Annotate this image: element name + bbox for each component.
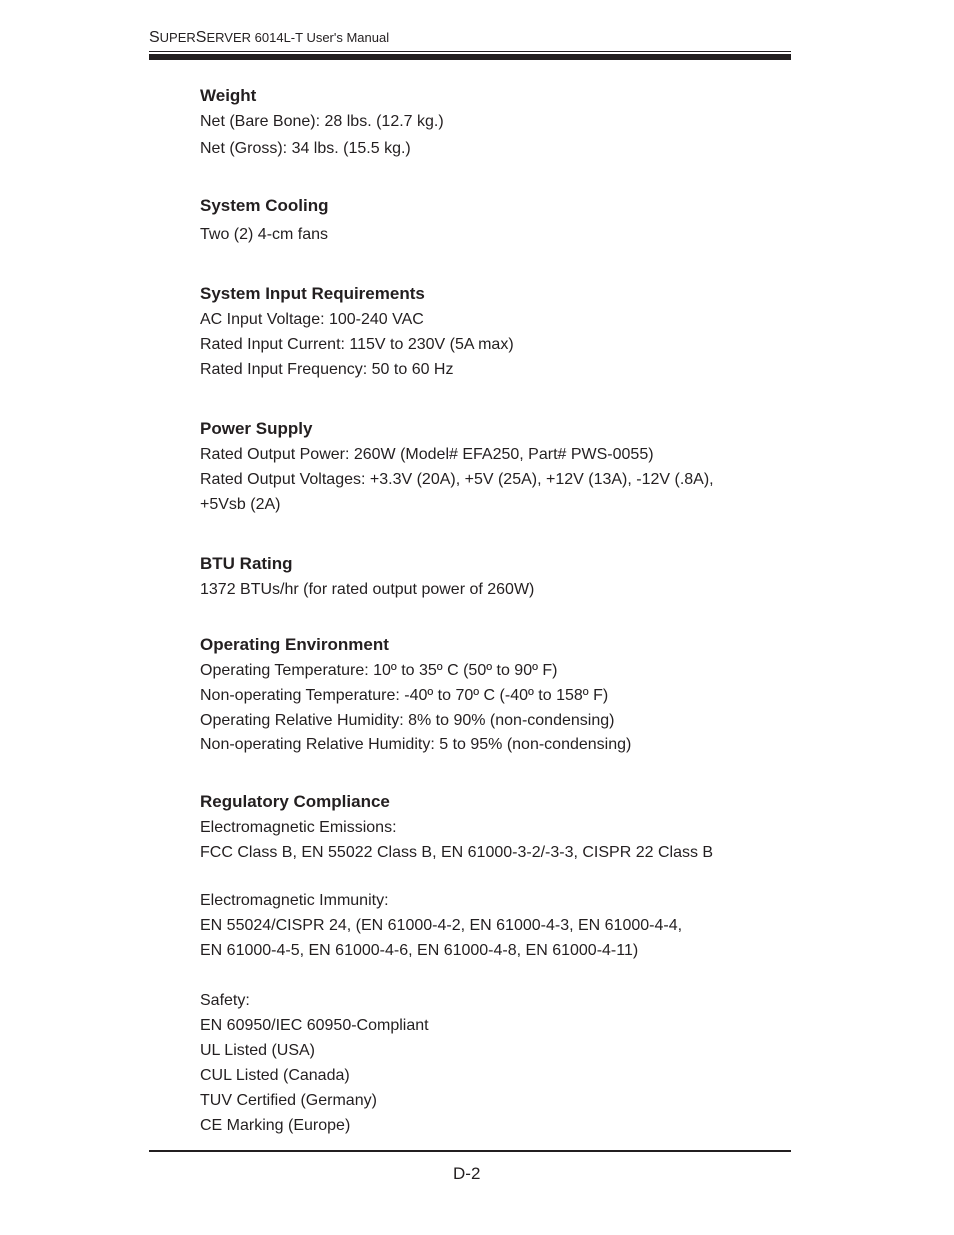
regulatory-line: TUV Certified (Germany) xyxy=(200,1092,377,1109)
input-line: AC Input Voltage: 100-240 VAC xyxy=(200,311,424,328)
header-rule-thick xyxy=(149,54,791,60)
input-line: Rated Input Frequency: 50 to 60 Hz xyxy=(200,361,454,378)
btu-heading: BTU Rating xyxy=(200,554,293,573)
weight-line: Net (Gross): 34 lbs. (15.5 kg.) xyxy=(200,140,411,157)
regulatory-line: EN 60950/IEC 60950-Compliant xyxy=(200,1017,429,1034)
regulatory-line: FCC Class B, EN 55022 Class B, EN 61000-3-2/-3-3, CISPR 22 Class B xyxy=(200,844,714,861)
header-server-cap: S xyxy=(195,29,207,46)
input-line: Rated Input Current: 115V to 230V (5A max) xyxy=(200,336,514,353)
regulatory-line: EN 61000-4-5, EN 61000-4-6, EN 61000-4-8, EN 61000-4-11) xyxy=(200,942,639,959)
header-super-rest: UPER xyxy=(159,30,196,45)
regulatory-line: EN 55024/CISPR 24, (EN 61000-4-2, EN 61000-4-3, EN 61000-4-4, xyxy=(200,917,683,934)
power-line: +5Vsb (2A) xyxy=(200,496,281,513)
regulatory-heading: Regulatory Compliance xyxy=(200,792,390,811)
regulatory-line: UL Listed (USA) xyxy=(200,1042,315,1059)
cooling-line: Two (2) 4-cm fans xyxy=(200,226,329,243)
header-rule-thin xyxy=(149,51,791,52)
power-line: Rated Output Power: 260W (Model# EFA250, Part# PWS-0055) xyxy=(200,446,654,463)
regulatory-line: CUL Listed (Canada) xyxy=(200,1067,350,1084)
running-header xyxy=(149,28,389,48)
header-server-rest: ERVER xyxy=(206,30,252,45)
regulatory-line: Safety: xyxy=(200,992,250,1009)
page-number: D-2 xyxy=(453,1164,481,1183)
header-manual-title: 6014L-T User's Manual xyxy=(251,30,390,45)
weight-heading: Weight xyxy=(200,86,257,105)
input-heading: System Input Requirements xyxy=(200,284,425,303)
cooling-heading: System Cooling xyxy=(200,196,329,215)
power-heading: Power Supply xyxy=(200,419,313,438)
environment-line: Non-operating Relative Humidity: 5 to 95% (non-condensing) xyxy=(200,736,632,753)
regulatory-line: Electromagnetic Emissions: xyxy=(200,819,397,836)
header-super-cap: S xyxy=(149,29,160,46)
power-line: Rated Output Voltages: +3.3V (20A), +5V (25A), +12V (13A), -12V (.8A), xyxy=(200,471,714,488)
footer-rule xyxy=(149,1150,791,1152)
regulatory-line: Electromagnetic Immunity: xyxy=(200,892,389,909)
environment-line: Operating Temperature: 10º to 35º C (50º to 90º F) xyxy=(200,662,558,679)
regulatory-line: CE Marking (Europe) xyxy=(200,1117,351,1134)
environment-line: Non-operating Temperature: -40º to 70º C (-40º to 158º F) xyxy=(200,687,609,704)
btu-line: 1372 BTUs/hr (for rated output power of 260W) xyxy=(200,581,535,598)
environment-line: Operating Relative Humidity: 8% to 90% (non-condensing) xyxy=(200,712,615,729)
environment-heading: Operating Environment xyxy=(200,635,389,654)
weight-line: Net (Bare Bone): 28 lbs. (12.7 kg.) xyxy=(200,113,444,130)
